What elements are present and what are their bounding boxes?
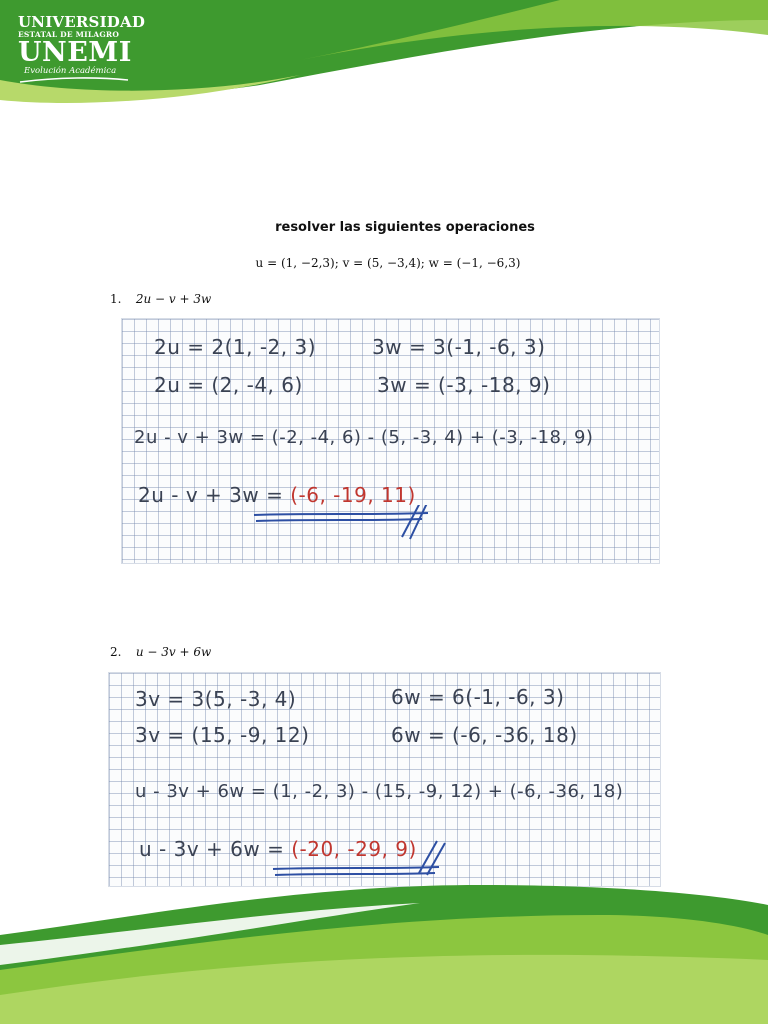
problem-number: 2. [110, 645, 122, 659]
logo-unemi-text: UNEMI [18, 37, 132, 68]
work-line-full: u - 3v + 6w = (1, -2, 3) - (15, -9, 12) + (-6, -36, 18) [135, 781, 624, 802]
work-line-right: 3w = (-3, -18, 9) [377, 373, 551, 397]
given-vectors: u = (1, −2,3); v = (5, −3,4); w = (−1, −6,3) [255, 256, 521, 270]
work-line-left: 3v = (15, -9, 12) [135, 723, 310, 747]
work-line-right: 6w = 6(-1, -6, 3) [391, 685, 565, 709]
work-line-right: 6w = (-6, -36, 18) [391, 723, 578, 747]
result-value: (-6, -19, 11) [290, 483, 416, 507]
logo-tagline: Evolución Académica [24, 66, 117, 76]
work-line-left: 3v = 3(5, -3, 4) [135, 687, 297, 711]
logo-estatal-text: ESTATAL DE MILAGRO [18, 30, 120, 39]
unemi-logo [18, 13, 146, 83]
double-underline-mark [269, 833, 449, 879]
work-line-full: 2u - v + 3w = (-2, -4, 6) - (5, -3, 4) + (-3, -18, 9) [134, 427, 594, 448]
work-line-right: 3w = 3(-1, -6, 3) [372, 335, 546, 359]
handwritten-solution-2 [108, 672, 661, 887]
double-underline-mark [252, 505, 432, 545]
document-title: resolver las siguientes operaciones [275, 220, 535, 235]
footer-wave-decoration [0, 875, 768, 1024]
problem-1-label [110, 292, 211, 306]
work-line-left: 2u = 2(1, -2, 3) [154, 335, 317, 359]
result-lhs: 2u - v + 3w = [138, 483, 284, 507]
handwritten-solution-1 [121, 318, 660, 564]
problem-expression: u − 3v + 6w [135, 645, 212, 659]
logo-swoosh-icon [18, 77, 130, 83]
work-line-result [138, 483, 416, 507]
result-value: (-20, -29, 9) [291, 837, 417, 861]
problem-number: 1. [110, 292, 122, 306]
work-line-left: 2u = (2, -4, 6) [154, 373, 303, 397]
result-lhs: u - 3v + 6w = [139, 837, 285, 861]
problem-2-label [110, 645, 211, 659]
problem-expression: 2u − v + 3w [135, 292, 212, 306]
logo-university-text: UNIVERSIDAD [18, 13, 146, 31]
